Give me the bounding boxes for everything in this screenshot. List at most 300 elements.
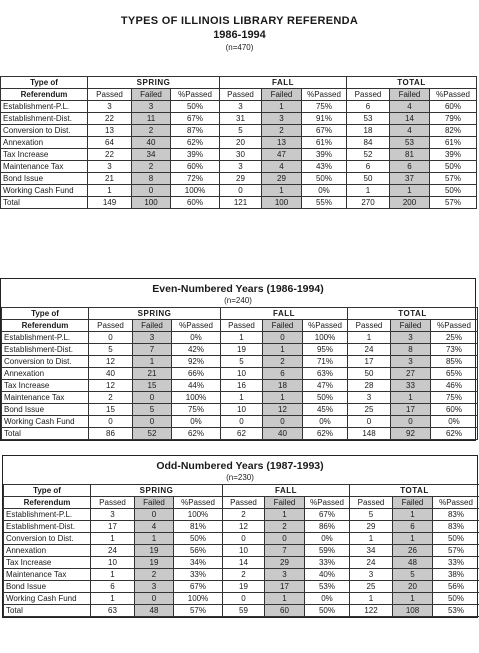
referendum-type: Establishment-Dist. [1,113,88,125]
table-cell: 6 [263,368,303,380]
table-cell: 44% [172,380,221,392]
table-cell: 100 [132,197,171,209]
table-row [2,380,478,392]
table-cell: 57% [430,197,477,209]
table-cell: 2 [132,125,171,137]
referendum-type: Tax Increase [1,149,88,161]
pct-passed-header: %Passed [174,497,223,509]
table-cell: 14 [223,557,265,569]
referendum-type: Establishment-P.L. [4,509,91,521]
table-cell: 0% [305,533,350,545]
table-cell: 50% [303,392,348,404]
table-cell: 33% [305,557,350,569]
page-header [0,14,479,53]
table-cell: 60% [430,101,477,113]
referenda-table [0,76,477,209]
referendum-type: Maintenance Tax [1,161,88,173]
passed-header: Passed [89,320,133,332]
table-row [4,521,479,533]
table-cell: 42% [172,344,221,356]
passed-header: Passed [221,320,263,332]
table-cell: 33 [391,380,431,392]
table-cell: 270 [347,197,390,209]
table-row [4,605,479,617]
table-cell: 53 [390,137,430,149]
table-cell: 29 [220,173,262,185]
table-cell: 200 [390,197,430,209]
table-cell: 0% [172,416,221,428]
referenda-table [3,484,479,617]
table-cell: 1 [221,392,263,404]
table-cell: 1 [91,533,135,545]
table-row [1,185,477,197]
table-cell: 0 [391,416,431,428]
table-title: Odd-Numbered Years (1987-1993) [156,460,324,472]
table-cell: 15 [133,380,172,392]
table-cell: 72% [171,173,220,185]
table-cell: 57% [174,605,223,617]
table-cell: 3 [391,356,431,368]
table-cell: 3 [220,101,262,113]
type-header-line1: Type of [1,77,88,89]
table-cell: 92 [391,428,431,440]
table-cell: 39% [430,149,477,161]
pct-passed-header: %Passed [431,320,478,332]
referendum-type: Total [2,428,89,440]
table-cell: 52 [347,149,390,161]
table-cell: 22 [88,149,132,161]
table-cell: 73% [431,344,478,356]
table-row [2,428,478,440]
table-cell: 5 [89,344,133,356]
referendum-type: Tax Increase [2,380,89,392]
table-cell: 75% [431,392,478,404]
table-cell: 18 [347,125,390,137]
column-header-row [2,320,478,332]
failed-header: Failed [262,89,302,101]
table-cell: 60% [171,161,220,173]
table-cell: 24 [350,557,393,569]
table-cell: 0% [303,416,348,428]
table-cell: 1 [391,392,431,404]
table-cell: 65% [431,368,478,380]
table-heading [3,456,477,484]
table-cell: 6 [91,581,135,593]
table-cell: 1 [91,569,135,581]
table-cell: 6 [393,521,433,533]
failed-header: Failed [390,89,430,101]
table-cell: 12 [89,356,133,368]
table-cell: 8 [391,344,431,356]
referendum-type: Annexation [4,545,91,557]
table-cell: 62% [303,428,348,440]
table-row [1,197,477,209]
type-header-line1: Type of [4,485,91,497]
table-cell: 33% [433,557,479,569]
table-cell: 0 [265,533,305,545]
group-header-row [4,485,479,497]
table-cell: 1 [91,593,135,605]
table-cell: 1 [262,101,302,113]
page-sample-size: (n=470) [225,43,254,52]
failed-header: Failed [391,320,431,332]
group-header-row [2,308,478,320]
table-row [1,125,477,137]
table-cell: 50% [430,185,477,197]
referendum-type: Maintenance Tax [2,392,89,404]
table-cell: 13 [262,137,302,149]
table-cell: 121 [220,197,262,209]
table-cell: 3 [91,509,135,521]
table-cell: 91% [302,113,347,125]
referenda-table [1,307,478,440]
table-cell: 40% [305,569,350,581]
table-row [1,113,477,125]
table-row [1,137,477,149]
table-cell: 31 [220,113,262,125]
table-cell: 64 [88,137,132,149]
table-cell: 3 [350,569,393,581]
table-cell: 82% [430,125,477,137]
table-cell: 30 [220,149,262,161]
table-cell: 0 [220,185,262,197]
table-cell: 8 [132,173,171,185]
pct-passed-header: %Passed [302,89,347,101]
table-row [1,173,477,185]
table-heading [1,279,475,307]
table-cell: 67% [171,113,220,125]
table-cell: 1 [265,509,305,521]
table-cell: 47 [262,149,302,161]
referendum-type: Working Cash Fund [4,593,91,605]
referendum-type: Establishment-P.L. [1,101,88,113]
type-header-line2: Referendum [1,89,88,101]
fall-header: FALL [220,77,347,89]
table-cell: 3 [391,332,431,344]
table-cell: 2 [223,569,265,581]
table-cell: 2 [135,569,174,581]
table-cell: 6 [347,161,390,173]
table-cell: 86 [89,428,133,440]
table-cell: 0 [223,533,265,545]
table-cell: 19 [135,545,174,557]
table-cell: 3 [133,332,172,344]
table-cell: 25 [350,581,393,593]
table-cell: 38% [433,569,479,581]
table-cell: 12 [263,404,303,416]
total-header: TOTAL [347,77,477,89]
table-cell: 100% [172,392,221,404]
table-cell: 83% [433,509,479,521]
table-cell: 34% [174,557,223,569]
table-sample-size: (n=240) [224,296,252,305]
table-cell: 0 [263,416,303,428]
table-cell: 27 [391,368,431,380]
referendum-type: Annexation [2,368,89,380]
table-cell: 17 [348,356,391,368]
table-row [2,392,478,404]
table-cell: 53% [433,605,479,617]
referendum-type: Total [1,197,88,209]
table-cell: 25 [348,404,391,416]
table-cell: 59% [305,545,350,557]
passed-header: Passed [223,497,265,509]
table-cell: 1 [350,533,393,545]
table-cell: 86% [305,521,350,533]
table-cell: 100% [174,593,223,605]
table-cell: 10 [91,557,135,569]
passed-header: Passed [347,89,390,101]
type-header-line2: Referendum [4,497,91,509]
table-cell: 10 [223,545,265,557]
table-cell: 81 [390,149,430,161]
table-cell: 2 [223,509,265,521]
table-row [2,368,478,380]
column-header-row [1,89,477,101]
table-cell: 0% [172,332,221,344]
referendum-type: Working Cash Fund [1,185,88,197]
table-cell: 92% [172,356,221,368]
failed-header: Failed [132,89,171,101]
failed-header: Failed [135,497,174,509]
table-cell: 100 [262,197,302,209]
table-cell: 7 [133,344,172,356]
table-cell: 50% [433,533,479,545]
table-cell: 5 [221,356,263,368]
table-cell: 34 [350,545,393,557]
table-cell: 33% [174,569,223,581]
table-cell: 67% [305,509,350,521]
table-row [2,404,478,416]
table-row [2,332,478,344]
table-row [4,581,479,593]
column-header-row [4,497,479,509]
odd-years-table-panel [2,455,478,618]
type-header-line2: Referendum [2,320,89,332]
type-header-line1: Type of [2,308,89,320]
table-cell: 21 [88,173,132,185]
table-cell: 59 [223,605,265,617]
table-cell: 17 [265,581,305,593]
table-cell: 56% [433,581,479,593]
table-cell: 0 [135,509,174,521]
referendum-type: Bond Issue [4,581,91,593]
table-cell: 6 [390,161,430,173]
table-cell: 43% [302,161,347,173]
passed-header: Passed [350,497,393,509]
table-cell: 61% [430,137,477,149]
referendum-type: Working Cash Fund [2,416,89,428]
table-cell: 0 [135,593,174,605]
pct-passed-header: %Passed [305,497,350,509]
table-cell: 63 [91,605,135,617]
table-cell: 3 [265,569,305,581]
table-cell: 100% [171,185,220,197]
table-row [4,533,479,545]
passed-header: Passed [220,89,262,101]
referendum-type: Tax Increase [4,557,91,569]
table-cell: 21 [133,368,172,380]
even-years-table-panel [0,278,476,441]
table-cell: 0 [133,392,172,404]
table-cell: 18 [263,380,303,392]
table-cell: 5 [133,404,172,416]
table-cell: 16 [221,380,263,392]
table-cell: 108 [393,605,433,617]
table-cell: 2 [262,125,302,137]
table-cell: 1 [348,332,391,344]
pct-passed-header: %Passed [172,320,221,332]
table-cell: 24 [348,344,391,356]
total-header: TOTAL [350,485,479,497]
table-row [4,509,479,521]
table-cell: 3 [132,101,171,113]
table-cell: 7 [265,545,305,557]
table-cell: 5 [393,569,433,581]
table-cell: 29 [265,557,305,569]
table-cell: 1 [350,593,393,605]
table-cell: 28 [348,380,391,392]
table-cell: 60% [431,404,478,416]
table-cell: 50% [305,605,350,617]
table-cell: 1 [393,593,433,605]
table-cell: 22 [88,113,132,125]
table-cell: 84 [347,137,390,149]
table-cell: 0% [305,593,350,605]
table-cell: 3 [135,581,174,593]
table-cell: 17 [91,521,135,533]
referendum-type: Establishment-Dist. [4,521,91,533]
table-cell: 3 [262,113,302,125]
table-cell: 75% [172,404,221,416]
table-row [2,356,478,368]
table-row [4,545,479,557]
table-cell: 1 [393,509,433,521]
table-cell: 50% [433,593,479,605]
table-row [1,149,477,161]
passed-header: Passed [91,497,135,509]
table-cell: 12 [89,380,133,392]
table-row [1,101,477,113]
table-cell: 57% [433,545,479,557]
table-cell: 3 [348,392,391,404]
table-cell: 0 [263,332,303,344]
passed-header: Passed [88,89,132,101]
referendum-type: Bond Issue [2,404,89,416]
table-cell: 0 [89,332,133,344]
table-cell: 29 [262,173,302,185]
table-cell: 4 [390,101,430,113]
table-cell: 0 [223,593,265,605]
table-cell: 81% [174,521,223,533]
table-cell: 55% [302,197,347,209]
table-cell: 148 [348,428,391,440]
table-cell: 0 [221,416,263,428]
table-cell: 67% [302,125,347,137]
table-cell: 50% [302,173,347,185]
table-cell: 3 [88,161,132,173]
table-cell: 87% [171,125,220,137]
table-cell: 1 [263,344,303,356]
table-cell: 4 [262,161,302,173]
failed-header: Failed [393,497,433,509]
table-cell: 6 [347,101,390,113]
table-cell: 3 [88,101,132,113]
table-cell: 17 [391,404,431,416]
table-cell: 40 [89,368,133,380]
passed-header: Passed [348,320,391,332]
failed-header: Failed [263,320,303,332]
page-title: TYPES OF ILLINOIS LIBRARY REFERENDA [120,15,359,27]
table-cell: 1 [265,593,305,605]
fall-header: FALL [221,308,348,320]
table-row [4,569,479,581]
table-cell: 149 [88,197,132,209]
table-row [4,557,479,569]
table-cell: 1 [347,185,390,197]
table-cell: 19 [135,557,174,569]
referendum-type: Bond Issue [1,173,88,185]
table-cell: 0 [89,416,133,428]
table-row [1,161,477,173]
table-cell: 1 [393,533,433,545]
referendum-type: Annexation [1,137,88,149]
table-cell: 67% [174,581,223,593]
table-cell: 26 [393,545,433,557]
table-cell: 0 [132,185,171,197]
table-cell: 12 [223,521,265,533]
table-cell: 24 [91,545,135,557]
table-cell: 4 [390,125,430,137]
table-cell: 10 [221,404,263,416]
table-cell: 56% [174,545,223,557]
table-cell: 50 [347,173,390,185]
table-cell: 60% [171,197,220,209]
table-cell: 1 [262,185,302,197]
table-cell: 14 [390,113,430,125]
pct-passed-header: %Passed [303,320,348,332]
table-cell: 48 [393,557,433,569]
table-cell: 83% [433,521,479,533]
table-cell: 3 [220,161,262,173]
pct-passed-header: %Passed [171,89,220,101]
table-cell: 62% [172,428,221,440]
referendum-type: Conversion to Dist. [1,125,88,137]
table-cell: 60 [265,605,305,617]
table-cell: 45% [303,404,348,416]
table-cell: 0 [133,416,172,428]
table-cell: 100% [303,332,348,344]
fall-header: FALL [223,485,350,497]
table-cell: 1 [135,533,174,545]
referendum-type: Establishment-Dist. [2,344,89,356]
table-row [2,416,478,428]
table-cell: 2 [263,356,303,368]
all-years-table-panel [0,76,476,209]
table-cell: 100% [174,509,223,521]
table-cell: 46% [431,380,478,392]
table-title: Even-Numbered Years (1986-1994) [152,283,324,295]
failed-header: Failed [133,320,172,332]
table-cell: 11 [132,113,171,125]
table-cell: 1 [133,356,172,368]
table-cell: 0% [302,185,347,197]
table-cell: 1 [221,332,263,344]
pct-passed-header: %Passed [433,497,479,509]
table-cell: 122 [350,605,393,617]
table-cell: 34 [132,149,171,161]
table-cell: 85% [431,356,478,368]
